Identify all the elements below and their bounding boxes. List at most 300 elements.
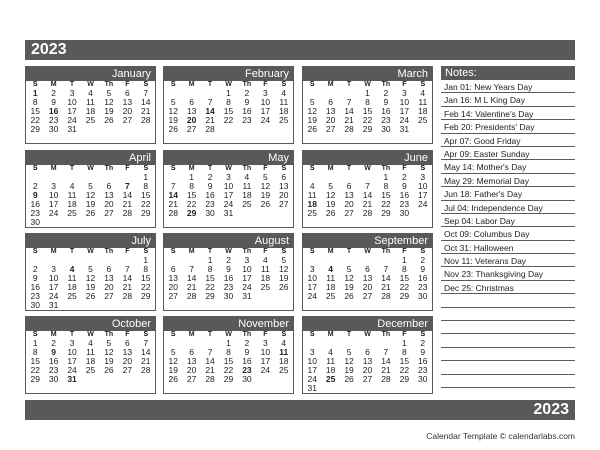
day-cell: 23 (418, 282, 428, 292)
note-line[interactable]: Jan 01: New Years Day (441, 80, 575, 93)
day-cell: 13 (104, 190, 114, 200)
day-cell: 24 (307, 291, 317, 301)
day-cell: 16 (205, 190, 215, 200)
day-cell: 30 (399, 208, 410, 218)
day-cell: 31 (223, 208, 234, 218)
month-name: February (164, 67, 293, 81)
day-cell: 28 (205, 374, 215, 384)
day-cell: 5 (106, 88, 112, 98)
day-cell: 12 (260, 181, 271, 191)
day-cell: 23 (48, 365, 59, 375)
weekday-label: S (143, 81, 149, 88)
day-cell: 13 (122, 97, 133, 107)
day-cell: 12 (344, 273, 354, 283)
weekday-row (303, 331, 432, 339)
day-cell: 15 (362, 106, 373, 116)
day-cell: 8 (32, 347, 38, 357)
day-cell: 13 (186, 356, 197, 366)
day-cell: 19 (344, 365, 354, 375)
note-line[interactable] (441, 321, 575, 334)
month-name: September (303, 234, 432, 248)
day-cell: 6 (124, 88, 130, 98)
day-cell: 29 (141, 208, 151, 218)
day-cell: 21 (141, 356, 151, 366)
month-name: January (26, 67, 155, 81)
note-line[interactable] (441, 375, 575, 388)
day-cell: 2 (207, 172, 213, 182)
day-cell: 12 (104, 97, 114, 107)
day-cell: 13 (325, 106, 336, 116)
day-cell: 8 (401, 264, 407, 274)
day-cell: 3 (309, 264, 315, 274)
day-cell: 20 (362, 282, 373, 292)
weekday-label: S (170, 81, 176, 88)
day-cell: 1 (32, 88, 38, 98)
day-cell: 15 (186, 190, 197, 200)
day-cell: 15 (223, 106, 234, 116)
day-cell: 5 (88, 264, 93, 274)
day-cell: 1 (226, 338, 231, 348)
day-cell: 12 (325, 190, 336, 200)
note-line[interactable] (441, 294, 575, 307)
weekday-label: W (87, 248, 94, 255)
day-cell: 22 (381, 199, 391, 209)
day-cell: 11 (279, 97, 289, 107)
day-cell: 3 (401, 88, 407, 98)
day-cell: 7 (124, 181, 130, 191)
weekday-row (303, 248, 432, 256)
day-cell: 21 (362, 199, 373, 209)
note-line[interactable]: Jan 16: M L King Day (441, 93, 575, 106)
day-cell: 25 (307, 208, 317, 218)
day-cell: 12 (85, 190, 96, 200)
day-cell: 20 (362, 365, 373, 375)
day-cell: 6 (365, 347, 370, 357)
day-cell: 7 (207, 97, 213, 107)
day-cell: 5 (346, 264, 352, 274)
day-cell: 7 (143, 88, 149, 98)
day-cell: 20 (279, 190, 289, 200)
day-cell: 19 (344, 282, 354, 292)
day-cell: 2 (383, 88, 389, 98)
day-cell: 14 (186, 273, 197, 283)
day-cell: 26 (104, 115, 114, 125)
day-cell: 29 (399, 291, 410, 301)
day-cell: 29 (30, 124, 40, 134)
day-cell: 8 (365, 97, 370, 107)
day-cell: 26 (344, 374, 354, 384)
year-footer: 2023 (533, 401, 569, 418)
day-cell: 4 (244, 172, 250, 182)
weekday-label: Th (104, 331, 114, 338)
day-cell: 13 (362, 273, 373, 283)
month-name: November (164, 317, 293, 331)
day-cell: 6 (281, 172, 287, 182)
day-cell: 9 (51, 97, 56, 107)
weekday-label: F (125, 165, 130, 172)
note-line[interactable]: Feb 14: Valentine's Day (441, 107, 575, 120)
day-cell: 7 (124, 264, 130, 274)
days-grid (26, 256, 155, 310)
note-line[interactable]: Jun 18: Father's Day (441, 187, 575, 200)
weekday-label: M (188, 248, 195, 255)
note-line[interactable]: Sep 04: Labor Day (441, 214, 575, 227)
day-cell: 17 (242, 273, 252, 283)
weekday-label: W (364, 248, 371, 255)
day-cell: 27 (122, 365, 133, 375)
day-cell: 11 (86, 347, 95, 357)
day-cell: 17 (48, 199, 59, 209)
day-cell: 13 (362, 356, 373, 366)
weekday-label: M (327, 81, 334, 88)
day-cell: 3 (262, 338, 268, 348)
weekday-label: T (69, 331, 75, 338)
day-cell: 21 (205, 365, 215, 375)
day-cell: 14 (381, 273, 391, 283)
day-cell: 28 (344, 124, 354, 134)
day-cell: 9 (401, 181, 407, 191)
day-cell: 16 (418, 356, 428, 366)
note-line[interactable]: Apr 07: Good Friday (441, 134, 575, 147)
day-cell: 20 (122, 106, 133, 116)
day-cell: 30 (48, 374, 59, 384)
weekday-label: S (309, 248, 315, 255)
day-cell: 18 (85, 356, 96, 366)
days-grid (164, 89, 293, 134)
day-cell: 7 (143, 338, 149, 348)
day-cell: 7 (170, 181, 176, 191)
weekday-label: S (281, 331, 287, 338)
day-cell: 22 (223, 115, 234, 125)
day-cell: 20 (104, 282, 114, 292)
day-cell: 23 (418, 365, 428, 375)
day-cell: 2 (401, 172, 407, 182)
day-cell: 25 (325, 374, 336, 384)
day-cell: 21 (168, 199, 178, 209)
day-cell: 22 (205, 282, 215, 292)
day-cell: 2 (226, 255, 231, 265)
day-cell: 30 (418, 291, 428, 301)
day-cell: 25 (418, 115, 428, 125)
month-june (302, 150, 433, 228)
day-cell: 19 (104, 356, 114, 366)
day-cell: 17 (260, 356, 271, 366)
weekday-label: Th (104, 248, 114, 255)
weekday-label: Th (381, 331, 391, 338)
weekday-label: S (420, 248, 426, 255)
weekday-label: S (32, 248, 38, 255)
day-cell: 1 (189, 172, 194, 182)
weekday-label: M (327, 248, 334, 255)
day-cell: 7 (365, 181, 370, 191)
weekday-row (26, 248, 155, 256)
day-cell: 11 (67, 273, 77, 283)
weekday-label: F (125, 331, 130, 338)
weekday-label: T (207, 165, 213, 172)
weekday-label: W (87, 165, 94, 172)
year-title: 2023 (31, 41, 67, 58)
day-cell: 13 (168, 273, 178, 283)
note-line[interactable] (441, 361, 575, 374)
day-cell: 26 (260, 199, 271, 209)
day-cell: 14 (205, 106, 215, 116)
day-cell: 29 (205, 291, 215, 301)
day-cell: 11 (260, 264, 270, 274)
day-cell: 29 (399, 374, 410, 384)
day-cell: 13 (279, 181, 289, 191)
day-cell: 19 (307, 115, 317, 125)
day-cell: 16 (48, 106, 59, 116)
day-cell: 17 (223, 190, 234, 200)
weekday-label: F (402, 165, 407, 172)
weekday-label: S (420, 165, 426, 172)
day-cell: 23 (30, 208, 40, 218)
weekday-label: T (69, 165, 75, 172)
note-line[interactable] (441, 348, 575, 361)
note-line[interactable]: Nov 23: Thanksgiving Day (441, 267, 575, 280)
weekday-label: W (225, 165, 232, 172)
day-cell: 9 (244, 347, 250, 357)
day-cell: 26 (168, 374, 178, 384)
day-cell: 4 (281, 338, 287, 348)
day-cell: 6 (170, 264, 176, 274)
day-cell: 25 (242, 199, 252, 209)
day-cell: 4 (281, 88, 287, 98)
year-header-bar (25, 40, 575, 60)
day-cell: 2 (244, 88, 250, 98)
note-line[interactable]: Oct 09: Columbus Day (441, 227, 575, 240)
day-cell: 8 (189, 181, 194, 191)
day-cell: 9 (226, 264, 231, 274)
day-cell: 18 (67, 282, 77, 292)
day-cell: 13 (122, 347, 133, 357)
day-cell: 12 (279, 264, 289, 274)
weekday-label: S (32, 331, 38, 338)
day-cell: 28 (122, 291, 133, 301)
weekday-label: M (188, 81, 195, 88)
day-cell: 3 (262, 88, 268, 98)
day-cell: 15 (399, 273, 410, 283)
day-cell: 10 (242, 264, 252, 274)
day-cell: 19 (279, 273, 289, 283)
day-cell: 3 (244, 255, 250, 265)
day-cell: 13 (186, 106, 197, 116)
days-grid (26, 89, 155, 134)
day-cell: 27 (186, 124, 197, 134)
day-cell: 23 (48, 115, 59, 125)
day-cell: 16 (399, 190, 410, 200)
day-cell: 29 (30, 374, 40, 384)
note-line[interactable] (441, 334, 575, 347)
day-cell: 24 (399, 115, 410, 125)
day-cell: 3 (51, 264, 56, 274)
day-cell: 2 (420, 338, 426, 348)
day-cell: 14 (122, 273, 133, 283)
day-cell: 11 (418, 97, 428, 107)
notes-title: Notes: (441, 66, 575, 80)
weekday-label: M (50, 81, 57, 88)
day-cell: 14 (362, 190, 373, 200)
day-cell: 9 (420, 347, 426, 357)
weekday-label: W (364, 81, 371, 88)
day-cell: 20 (168, 282, 178, 292)
note-line[interactable]: Dec 25: Christmas (441, 281, 575, 294)
weekday-label: F (402, 81, 407, 88)
day-cell: 22 (399, 365, 410, 375)
day-cell: 5 (170, 347, 176, 357)
day-cell: 12 (104, 347, 114, 357)
day-cell: 30 (418, 374, 428, 384)
note-line[interactable]: May 14: Mother's Day (441, 160, 575, 173)
day-cell: 30 (223, 291, 234, 301)
day-cell: 27 (362, 291, 373, 301)
note-line[interactable] (441, 308, 575, 321)
day-cell: 15 (141, 190, 151, 200)
day-cell: 7 (346, 97, 352, 107)
day-cell: 18 (67, 199, 77, 209)
weekday-label: S (309, 165, 315, 172)
day-cell: 28 (362, 208, 373, 218)
day-cell: 11 (67, 190, 77, 200)
day-cell: 9 (51, 347, 56, 357)
day-cell: 15 (205, 273, 215, 283)
day-cell: 20 (344, 199, 354, 209)
weekday-label: F (263, 248, 268, 255)
day-cell: 27 (186, 374, 197, 384)
day-cell: 28 (168, 208, 178, 218)
day-cell: 15 (141, 273, 151, 283)
day-cell: 29 (141, 291, 151, 301)
day-cell: 1 (383, 172, 389, 182)
day-cell: 10 (307, 273, 317, 283)
day-cell: 17 (48, 282, 59, 292)
day-cell: 18 (279, 106, 289, 116)
day-cell: 8 (226, 347, 231, 357)
weekday-row (26, 165, 155, 173)
weekday-label: Th (381, 248, 391, 255)
weekday-label: S (420, 331, 426, 338)
note-line[interactable]: Nov 11: Veterans Day (441, 254, 575, 267)
day-cell: 21 (381, 282, 391, 292)
day-cell: 5 (328, 181, 333, 191)
weekday-label: S (309, 331, 315, 338)
day-cell: 24 (307, 374, 317, 384)
day-cell: 17 (307, 365, 317, 375)
day-cell: 8 (401, 347, 407, 357)
note-line[interactable]: Jul 04: Independence Day (441, 201, 575, 214)
day-cell: 13 (344, 190, 354, 200)
day-cell: 15 (30, 356, 40, 366)
day-cell: 23 (399, 199, 410, 209)
day-cell: 8 (143, 181, 149, 191)
day-cell: 1 (365, 88, 370, 98)
day-cell: 11 (326, 356, 336, 366)
day-cell: 4 (328, 347, 333, 357)
weekday-label: S (309, 81, 315, 88)
day-cell: 15 (381, 190, 391, 200)
day-cell: 16 (242, 106, 252, 116)
day-cell: 21 (381, 365, 391, 375)
day-cell: 25 (279, 365, 289, 375)
weekday-label: W (87, 81, 94, 88)
month-september (302, 233, 433, 311)
day-cell: 18 (325, 282, 336, 292)
weekday-label: Th (104, 165, 114, 172)
day-cell: 25 (67, 208, 77, 218)
day-cell: 28 (122, 208, 133, 218)
day-cell: 1 (401, 338, 407, 348)
weekday-label: S (170, 248, 176, 255)
day-cell: 3 (226, 172, 231, 182)
day-cell: 14 (141, 97, 151, 107)
day-cell: 30 (48, 124, 59, 134)
day-cell: 29 (223, 374, 234, 384)
day-cell: 10 (418, 181, 428, 191)
day-cell: 1 (143, 172, 149, 182)
day-cell: 30 (205, 208, 215, 218)
day-cell: 31 (242, 291, 252, 301)
day-cell: 22 (399, 282, 410, 292)
weekday-label: T (346, 81, 352, 88)
weekday-label: T (207, 331, 213, 338)
day-cell: 15 (399, 356, 410, 366)
day-cell: 8 (226, 97, 231, 107)
day-cell: 7 (383, 347, 389, 357)
day-cell: 19 (85, 199, 96, 209)
day-cell: 19 (325, 199, 336, 209)
day-cell: 5 (262, 172, 268, 182)
month-name: March (303, 67, 432, 81)
day-cell: 14 (344, 106, 354, 116)
month-name: August (164, 234, 293, 248)
day-cell: 26 (85, 208, 96, 218)
day-cell: 5 (346, 347, 352, 357)
note-line[interactable]: Oct 31: Halloween (441, 241, 575, 254)
day-cell: 9 (244, 97, 250, 107)
weekday-label: M (188, 165, 195, 172)
day-cell: 14 (141, 347, 151, 357)
day-cell: 22 (223, 365, 234, 375)
day-cell: 1 (32, 338, 38, 348)
day-cell: 11 (326, 273, 336, 283)
weekday-label: Th (242, 331, 252, 338)
day-cell: 4 (420, 88, 426, 98)
day-cell: 28 (381, 374, 391, 384)
day-cell: 17 (418, 190, 428, 200)
weekday-label: S (32, 81, 38, 88)
note-line[interactable]: Feb 20: Presidents' Day (441, 120, 575, 133)
month-july (25, 233, 156, 311)
weekday-label: F (125, 248, 130, 255)
day-cell: 11 (279, 347, 289, 357)
day-cell: 18 (260, 273, 271, 283)
day-cell: 11 (307, 190, 317, 200)
note-line[interactable]: May 29: Memorial Day (441, 174, 575, 187)
day-cell: 4 (309, 181, 315, 191)
day-cell: 2 (32, 181, 38, 191)
day-cell: 1 (207, 255, 213, 265)
day-cell: 4 (262, 255, 268, 265)
weekday-label: S (32, 165, 38, 172)
day-cell: 20 (186, 115, 197, 125)
note-line[interactable]: Apr 09: Easter Sunday (441, 147, 575, 160)
day-cell: 28 (381, 291, 391, 301)
weekday-label: T (207, 248, 213, 255)
day-cell: 27 (122, 115, 133, 125)
day-cell: 18 (307, 199, 317, 209)
notes-list (441, 80, 575, 401)
day-cell: 10 (67, 347, 77, 357)
